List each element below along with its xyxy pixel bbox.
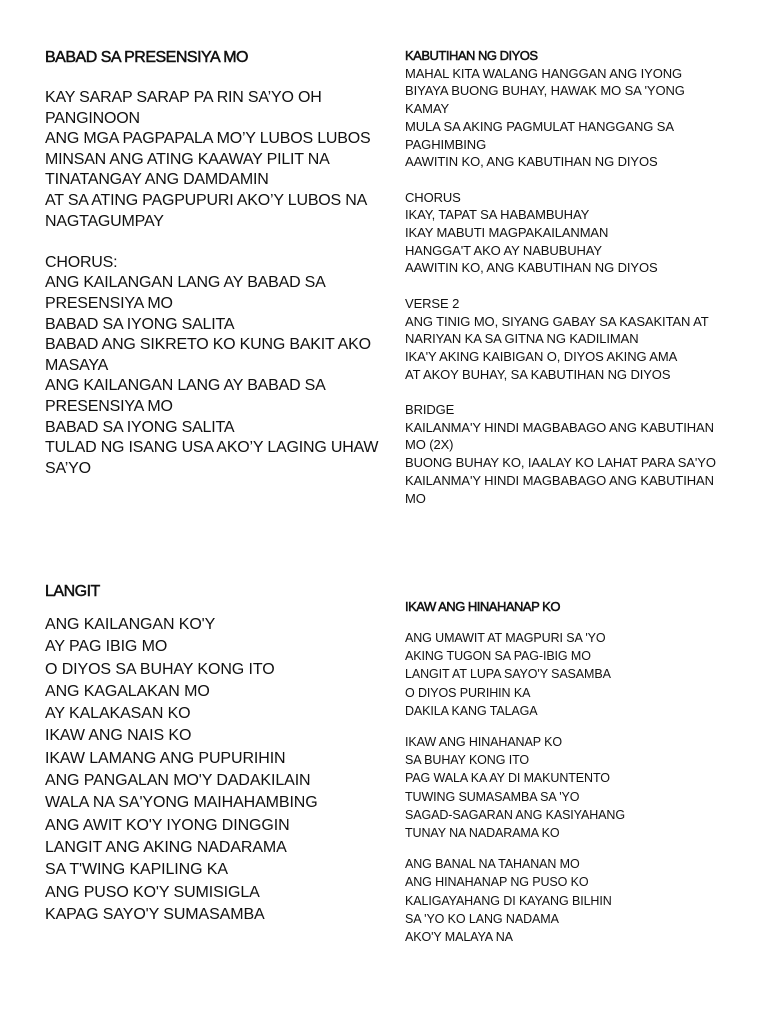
- lyric-line: ANG HINAHANAP NG PUSO KO: [405, 875, 589, 890]
- lyric-line: ANG MGA PAGPAPALA MO’Y LUBOS LUBOS: [45, 130, 371, 148]
- lyric-line: PRESENSIYA MO: [45, 397, 173, 415]
- lyric-line: KAMAY: [405, 101, 450, 117]
- lyric-line: ANG AWIT KO'Y IYONG DINGGIN: [45, 816, 290, 834]
- lyric-line: AAWITIN KO, ANG KABUTIHAN NG DIYOS: [405, 260, 658, 276]
- lyric-line: O DIYOS PURIHIN KA: [405, 685, 531, 700]
- lyric-line: KALIGAYAHANG DI KAYANG BILHIN: [405, 893, 612, 908]
- stanza: [45, 614, 375, 926]
- song-title: KABUTIHAN NG DIYOS: [405, 48, 538, 63]
- lyric-line: IKA'Y AKING KAIBIGAN O, DIYOS AKING AMA: [405, 348, 678, 364]
- lyric-line: KAILANMA'Y HINDI MAGBABAGO ANG KABUTIHAN: [405, 419, 714, 435]
- stanza-chorus: [45, 253, 379, 480]
- lyric-line: IKAY MABUTI MAGPAKAILANMAN: [405, 225, 609, 241]
- lyric-line: PANGINOON: [45, 109, 140, 127]
- stanza-bridge: [405, 401, 735, 507]
- lyric-line: ANG KAGALAKAN MO: [45, 682, 210, 700]
- lyric-line: NARIYAN KA SA GITNA NG KADILIMAN: [405, 331, 639, 347]
- lyric-line: MULA SA AKING PAGMULAT HANGGANG SA: [405, 118, 674, 134]
- song-title: LANGIT: [45, 583, 100, 600]
- lyric-line: DAKILA KANG TALAGA: [405, 703, 538, 718]
- lyric-line: KAPAG SAYO'Y SUMASAMBA: [45, 905, 265, 923]
- lyric-line: ANG KAILANGAN LANG AY BABAD SA: [45, 377, 326, 395]
- lyric-line: BABAD ANG SIKRETO KO KUNG BAKIT AKO: [45, 336, 371, 354]
- lyric-line: MAHAL KITA WALANG HANGGAN ANG IYONG: [405, 65, 683, 81]
- lyric-line: BUONG BUHAY KO, IAALAY KO LAHAT PARA SA'YO: [405, 455, 716, 471]
- lyric-line: IKAY, TAPAT SA HABAMBUHAY: [405, 207, 590, 223]
- lyric-line: MASAYA: [45, 356, 109, 374]
- lyric-line: IKAW ANG NAIS KO: [45, 727, 192, 745]
- song-langit: [45, 582, 375, 926]
- section-label: CHORUS: [405, 189, 461, 205]
- song-kabutihan-ng-diyos: [405, 47, 735, 507]
- lyric-line: BABAD SA IYONG SALITA: [45, 418, 235, 436]
- stanza-gap: [45, 232, 375, 253]
- lyric-line: O DIYOS SA BUHAY KONG ITO: [45, 660, 275, 678]
- lyric-line: KAY SARAP SARAP PA RIN SA’YO OH: [45, 89, 322, 106]
- lyric-line: TULAD NG ISANG USA AKO’Y LAGING UHAW: [45, 439, 379, 457]
- lyric-line: LANGIT AT LUPA SAYO'Y SASAMBA: [405, 667, 611, 682]
- section-label: CHORUS:: [45, 253, 118, 271]
- stanza: [45, 88, 375, 232]
- lyric-line: ANG BANAL NA TAHANAN MO: [405, 857, 580, 872]
- lyric-line: SA 'YO KO LANG NADAMA: [405, 911, 559, 926]
- lyric-line: SA BUHAY KONG ITO: [405, 753, 530, 768]
- lyric-line: ANG TINIG MO, SIYANG GABAY SA KASAKITAN AT: [405, 313, 709, 329]
- lyric-line: AKING TUGON SA PAG-IBIG MO: [405, 649, 591, 664]
- lyric-line: SA T'WING KAPILING KA: [45, 861, 228, 879]
- lyric-line: ANG KAILANGAN LANG AY BABAD SA: [45, 274, 326, 292]
- stanza: [405, 855, 735, 946]
- lyric-line: AT SA ATING PAGPUPURI AKO’Y LUBOS NA: [45, 191, 368, 209]
- lyric-line: TUWING SUMASAMBA SA 'YO: [405, 789, 580, 804]
- song-title: BABAD SA PRESENSIYA MO: [45, 49, 248, 66]
- lyric-line: SAGAD-SAGARAN ANG KASIYAHANG: [405, 807, 625, 822]
- lyric-line: PRESENSIYA MO: [45, 294, 173, 312]
- lyric-line: TINATANGAY ANG DAMDAMIN: [45, 171, 269, 189]
- lyric-line: IKAW LAMANG ANG PUPURIHIN: [45, 749, 286, 767]
- stanza-chorus: [405, 189, 735, 278]
- lyric-line: AT AKOY BUHAY, SA KABUTIHAN NG DIYOS: [405, 366, 671, 382]
- lyric-line: AKO'Y MALAYA NA: [405, 930, 513, 945]
- stanza-verse-2: [405, 295, 735, 384]
- stanza-gap: [405, 171, 735, 189]
- lyric-line: LANGIT ANG AKING NADARAMA: [45, 838, 287, 856]
- stanza: [405, 733, 735, 842]
- lyric-line: BABAD SA IYONG SALITA: [45, 315, 235, 333]
- stanza-gap: [405, 720, 735, 733]
- song-ikaw-ang-hinahanap-ko: [405, 598, 735, 946]
- stanza-gap: [405, 277, 735, 295]
- lyric-line: ANG UMAWIT AT MAGPURI SA 'YO: [405, 631, 606, 645]
- lyric-line: PAGHIMBING: [405, 136, 487, 152]
- lyric-line: PAG WALA KA AY DI MAKUNTENTO: [405, 771, 610, 786]
- lyric-line: ANG PANGALAN MO'Y DADAKILAIN: [45, 772, 311, 790]
- song-title: IKAW ANG HINAHANAP KO: [405, 599, 560, 614]
- lyric-line: KAILANMA'Y HINDI MAGBABAGO ANG KABUTIHAN: [405, 472, 714, 488]
- lyric-line: MO: [405, 490, 426, 506]
- lyric-line: MO (2X): [405, 437, 454, 453]
- lyric-line: AY KALAKASAN KO: [45, 705, 191, 723]
- song-babad-sa-presensiya-mo: [45, 48, 379, 479]
- lyric-line: SA’YO: [45, 459, 91, 477]
- lyric-line: TUNAY NA NADARAMA KO: [405, 826, 560, 841]
- stanza: [405, 629, 735, 720]
- lyric-line: BIYAYA BUONG BUHAY, HAWAK MO SA 'YONG: [405, 83, 685, 99]
- lyric-line: NAGTAGUMPAY: [45, 212, 164, 230]
- lyric-line: MINSAN ANG ATING KAAWAY PILIT NA: [45, 150, 330, 168]
- lyric-line: HANGGA'T AKO AY NABUBUHAY: [405, 242, 602, 258]
- lyric-line: ANG KAILANGAN KO'Y: [45, 616, 216, 633]
- stanza: [405, 65, 735, 171]
- stanza-gap: [405, 842, 735, 855]
- stanza-gap: [405, 383, 735, 401]
- section-label: BRIDGE: [405, 402, 455, 418]
- lyric-line: AAWITIN KO, ANG KABUTIHAN NG DIYOS: [405, 154, 658, 170]
- lyric-line: IKAW ANG HINAHANAP KO: [405, 735, 562, 750]
- lyric-line: WALA NA SA'YONG MAIHAHAMBING: [45, 794, 318, 812]
- lyric-line: ANG PUSO KO'Y SUMISIGLA: [45, 883, 260, 901]
- lyric-line: AY PAG IBIG MO: [45, 638, 168, 656]
- section-label: VERSE 2: [405, 295, 460, 311]
